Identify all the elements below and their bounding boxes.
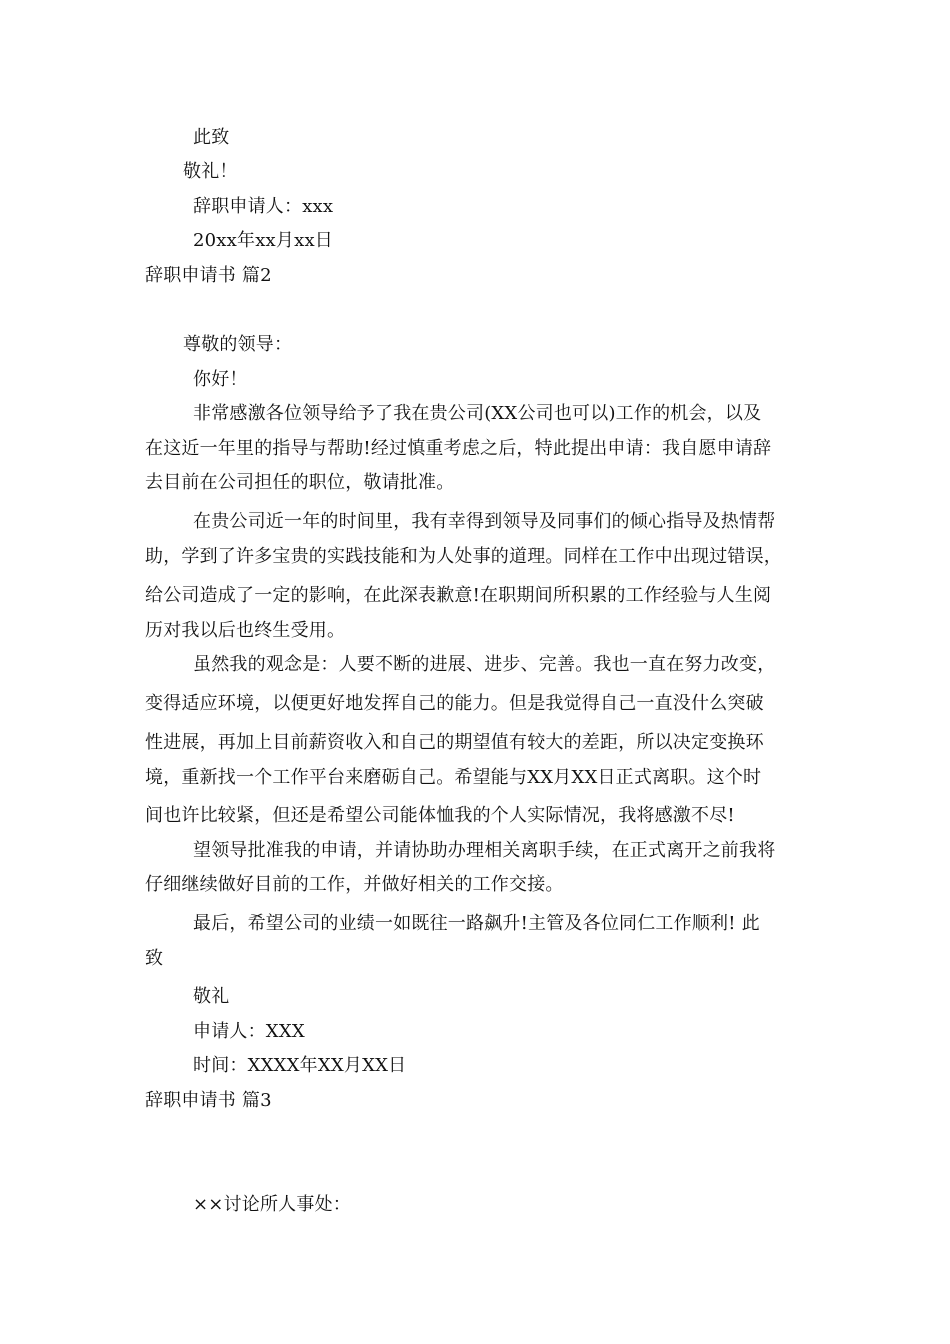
paragraph-line: 境，重新找一个工作平台来磨砺自己。希望能与XX月XX日正式离职。这个时 — [145, 767, 762, 788]
section-title-2: 辞职申请书 篇2 — [145, 265, 272, 286]
paragraph-line: 间也许比较紧，但还是希望公司能体恤我的个人实际情况，我将感激不尽! — [145, 805, 735, 826]
paragraph-line: 虽然我的观念是：人要不断的进展、进步、完善。我也一直在努力改变， — [193, 654, 776, 675]
applicant-2: 申请人：XXX — [193, 1021, 305, 1042]
paragraph-line: 望领导批准我的申请，并请协助办理相关离职手续，在正式离开之前我将 — [193, 840, 776, 861]
paragraph-line: 仔细继续做好目前的工作，并做好相关的工作交接。 — [145, 874, 564, 895]
paragraph-line: 在这近一年里的指导与帮助!经过慎重考虑之后，特此提出申请：我自愿申请辞 — [145, 438, 772, 459]
salutation-2: 尊敬的领导： — [183, 334, 293, 355]
closing-cizhi: 此致 — [193, 127, 230, 148]
paragraph-line: 给公司造成了一定的影响，在此深表歉意!在职期间所积累的工作经验与人生阅 — [145, 585, 772, 606]
greeting-2: 你好！ — [193, 369, 248, 390]
closing-jingli-2: 敬礼 — [193, 986, 230, 1007]
paragraph-line: 在贵公司近一年的时间里，我有幸得到领导及同事们的倾心指导及热情帮 — [193, 511, 776, 532]
date-2: 时间：XXXX年XX月XX日 — [193, 1055, 407, 1076]
closing-date: 20xx年xx月xx日 — [193, 230, 334, 251]
closing-applicant: 辞职申请人：xxx — [193, 196, 334, 217]
salutation-3: ××讨论所人事处： — [193, 1194, 351, 1215]
paragraph-line: 致 — [145, 948, 164, 969]
paragraph-line: 历对我以后也终生受用。 — [145, 620, 346, 641]
paragraph-line: 最后，希望公司的业绩一如既往一路飙升!主管及各位同仁工作顺利! 此 — [193, 913, 760, 934]
paragraph-line: 变得适应环境，以便更好地发挥自己的能力。但是我觉得自己一直没什么突破 — [145, 693, 764, 714]
paragraph-line: 助，学到了许多宝贵的实践技能和为人处事的道理。同样在工作中出现过错误， — [145, 546, 782, 567]
section-title-3: 辞职申请书 篇3 — [145, 1090, 272, 1111]
paragraph-line: 非常感激各位领导给予了我在贵公司(XX公司也可以)工作的机会，以及 — [193, 403, 762, 424]
paragraph-line: 去目前在公司担任的职位，敬请批准。 — [145, 472, 455, 493]
closing-jingli: 敬礼！ — [183, 161, 238, 182]
paragraph-line: 性进展，再加上目前薪资收入和自己的期望值有较大的差距，所以决定变换环 — [145, 732, 764, 753]
